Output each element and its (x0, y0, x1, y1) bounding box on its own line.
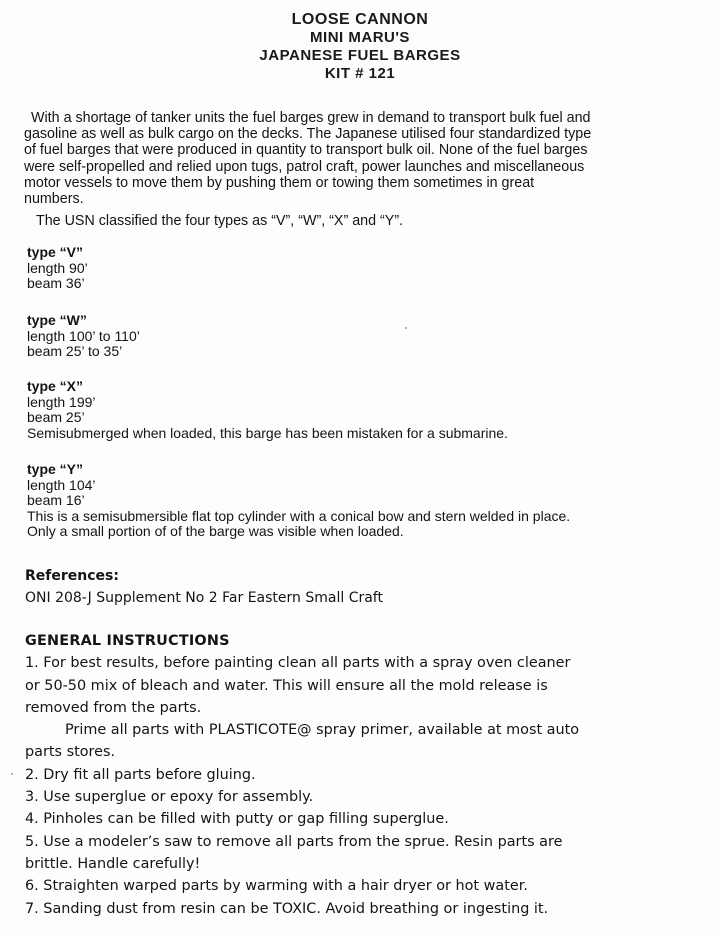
instruction-line: or 50-50 mix of bleach and water. This will ensure all the mold release is (25, 677, 548, 694)
type-note: Only a small portion of of the barge was visible when loaded. (27, 523, 404, 540)
type-name: type “V” (27, 244, 84, 260)
intro-line: With a shortage of tanker units the fuel barges grew in demand to transport bulk fuel and (31, 110, 591, 126)
instruction-line: brittle. Handle carefully! (25, 855, 201, 872)
usn-classification: The USN classified the four types as “V”, “W”, “X” and “Y”. (36, 213, 404, 229)
type-spec: length 100’ to 110’ (27, 327, 140, 344)
type-y-block (27, 462, 717, 540)
instructions-heading: GENERAL INSTRUCTIONS (25, 633, 230, 649)
scan-speck (405, 327, 407, 329)
type-name: type “X” (27, 378, 84, 394)
instruction-line: parts stores. (25, 744, 116, 761)
intro-line: motor vessels to move them by pushing them or towing them sometimes in great (24, 174, 535, 191)
type-spec: beam 25’ (27, 409, 85, 426)
series-title: MINI MARU'S (310, 29, 410, 46)
instruction-line: 1. For best results, before painting clean all parts with a spray oven cleaner (25, 655, 571, 672)
type-name: type “W” (27, 312, 87, 328)
intro-line: were self-propelled and relied upon tugs, patrol craft, power launches and miscellaneous (24, 158, 585, 175)
references-heading: References: (25, 568, 119, 584)
type-v-block (27, 245, 717, 292)
instruction-line: 5. Use a modeler’s saw to remove all parts from the sprue. Resin parts are (25, 833, 563, 850)
kit-number: KIT # 121 (324, 65, 396, 82)
references-section (25, 565, 715, 609)
type-spec: beam 25’ to 35’ (27, 343, 123, 360)
type-spec: length 199’ (27, 393, 96, 410)
reference-item: ONI 208-J Supplement No 2 Far Eastern Small Craft (25, 590, 383, 606)
type-x-block (27, 379, 717, 441)
instruction-line: 3. Use superglue or epoxy for assembly. (25, 789, 314, 806)
instruction-line: removed from the parts. (25, 699, 202, 716)
type-note: Semisubmerged when loaded, this barge has been mistaken for a submarine. (27, 424, 508, 441)
type-name: type “Y” (27, 461, 84, 477)
type-spec: length 104’ (27, 476, 96, 493)
brand-title: LOOSE CANNON (291, 11, 429, 28)
intro-line: of fuel barges that were produced in quantity to transport bulk oil. None of the fuel barges (24, 142, 588, 159)
intro-line: numbers. (24, 191, 84, 208)
instruction-line: 2. Dry fit all parts before gluing. (25, 766, 256, 783)
instruction-line: 4. Pinholes can be filled with putty or gap filling superglue. (25, 811, 449, 828)
type-spec: length 90’ (27, 259, 88, 276)
type-spec: beam 36’ (27, 275, 85, 292)
scan-speck (11, 773, 13, 775)
type-note: This is a semisubmersible flat top cylinder with a conical bow and stern welded in place. (27, 507, 571, 524)
intro-line: gasoline as well as bulk cargo on the decks. The Japanese utilised four standardized type (24, 126, 592, 143)
type-w-block (27, 313, 717, 360)
instruction-line: Prime all parts with PLASTICOTE@ spray primer, available at most auto (65, 722, 580, 739)
type-spec: beam 16’ (27, 492, 85, 509)
kit-title: JAPANESE FUEL BARGES (259, 47, 461, 64)
instruction-line: 7. Sanding dust from resin can be TOXIC. Avoid breathing or ingesting it. (25, 900, 549, 917)
document-header (0, 10, 720, 83)
intro-paragraph (24, 110, 714, 207)
general-instructions (25, 630, 715, 920)
instruction-line: 6. Straighten warped parts by warming with a hair dryer or hot water. (25, 878, 528, 895)
